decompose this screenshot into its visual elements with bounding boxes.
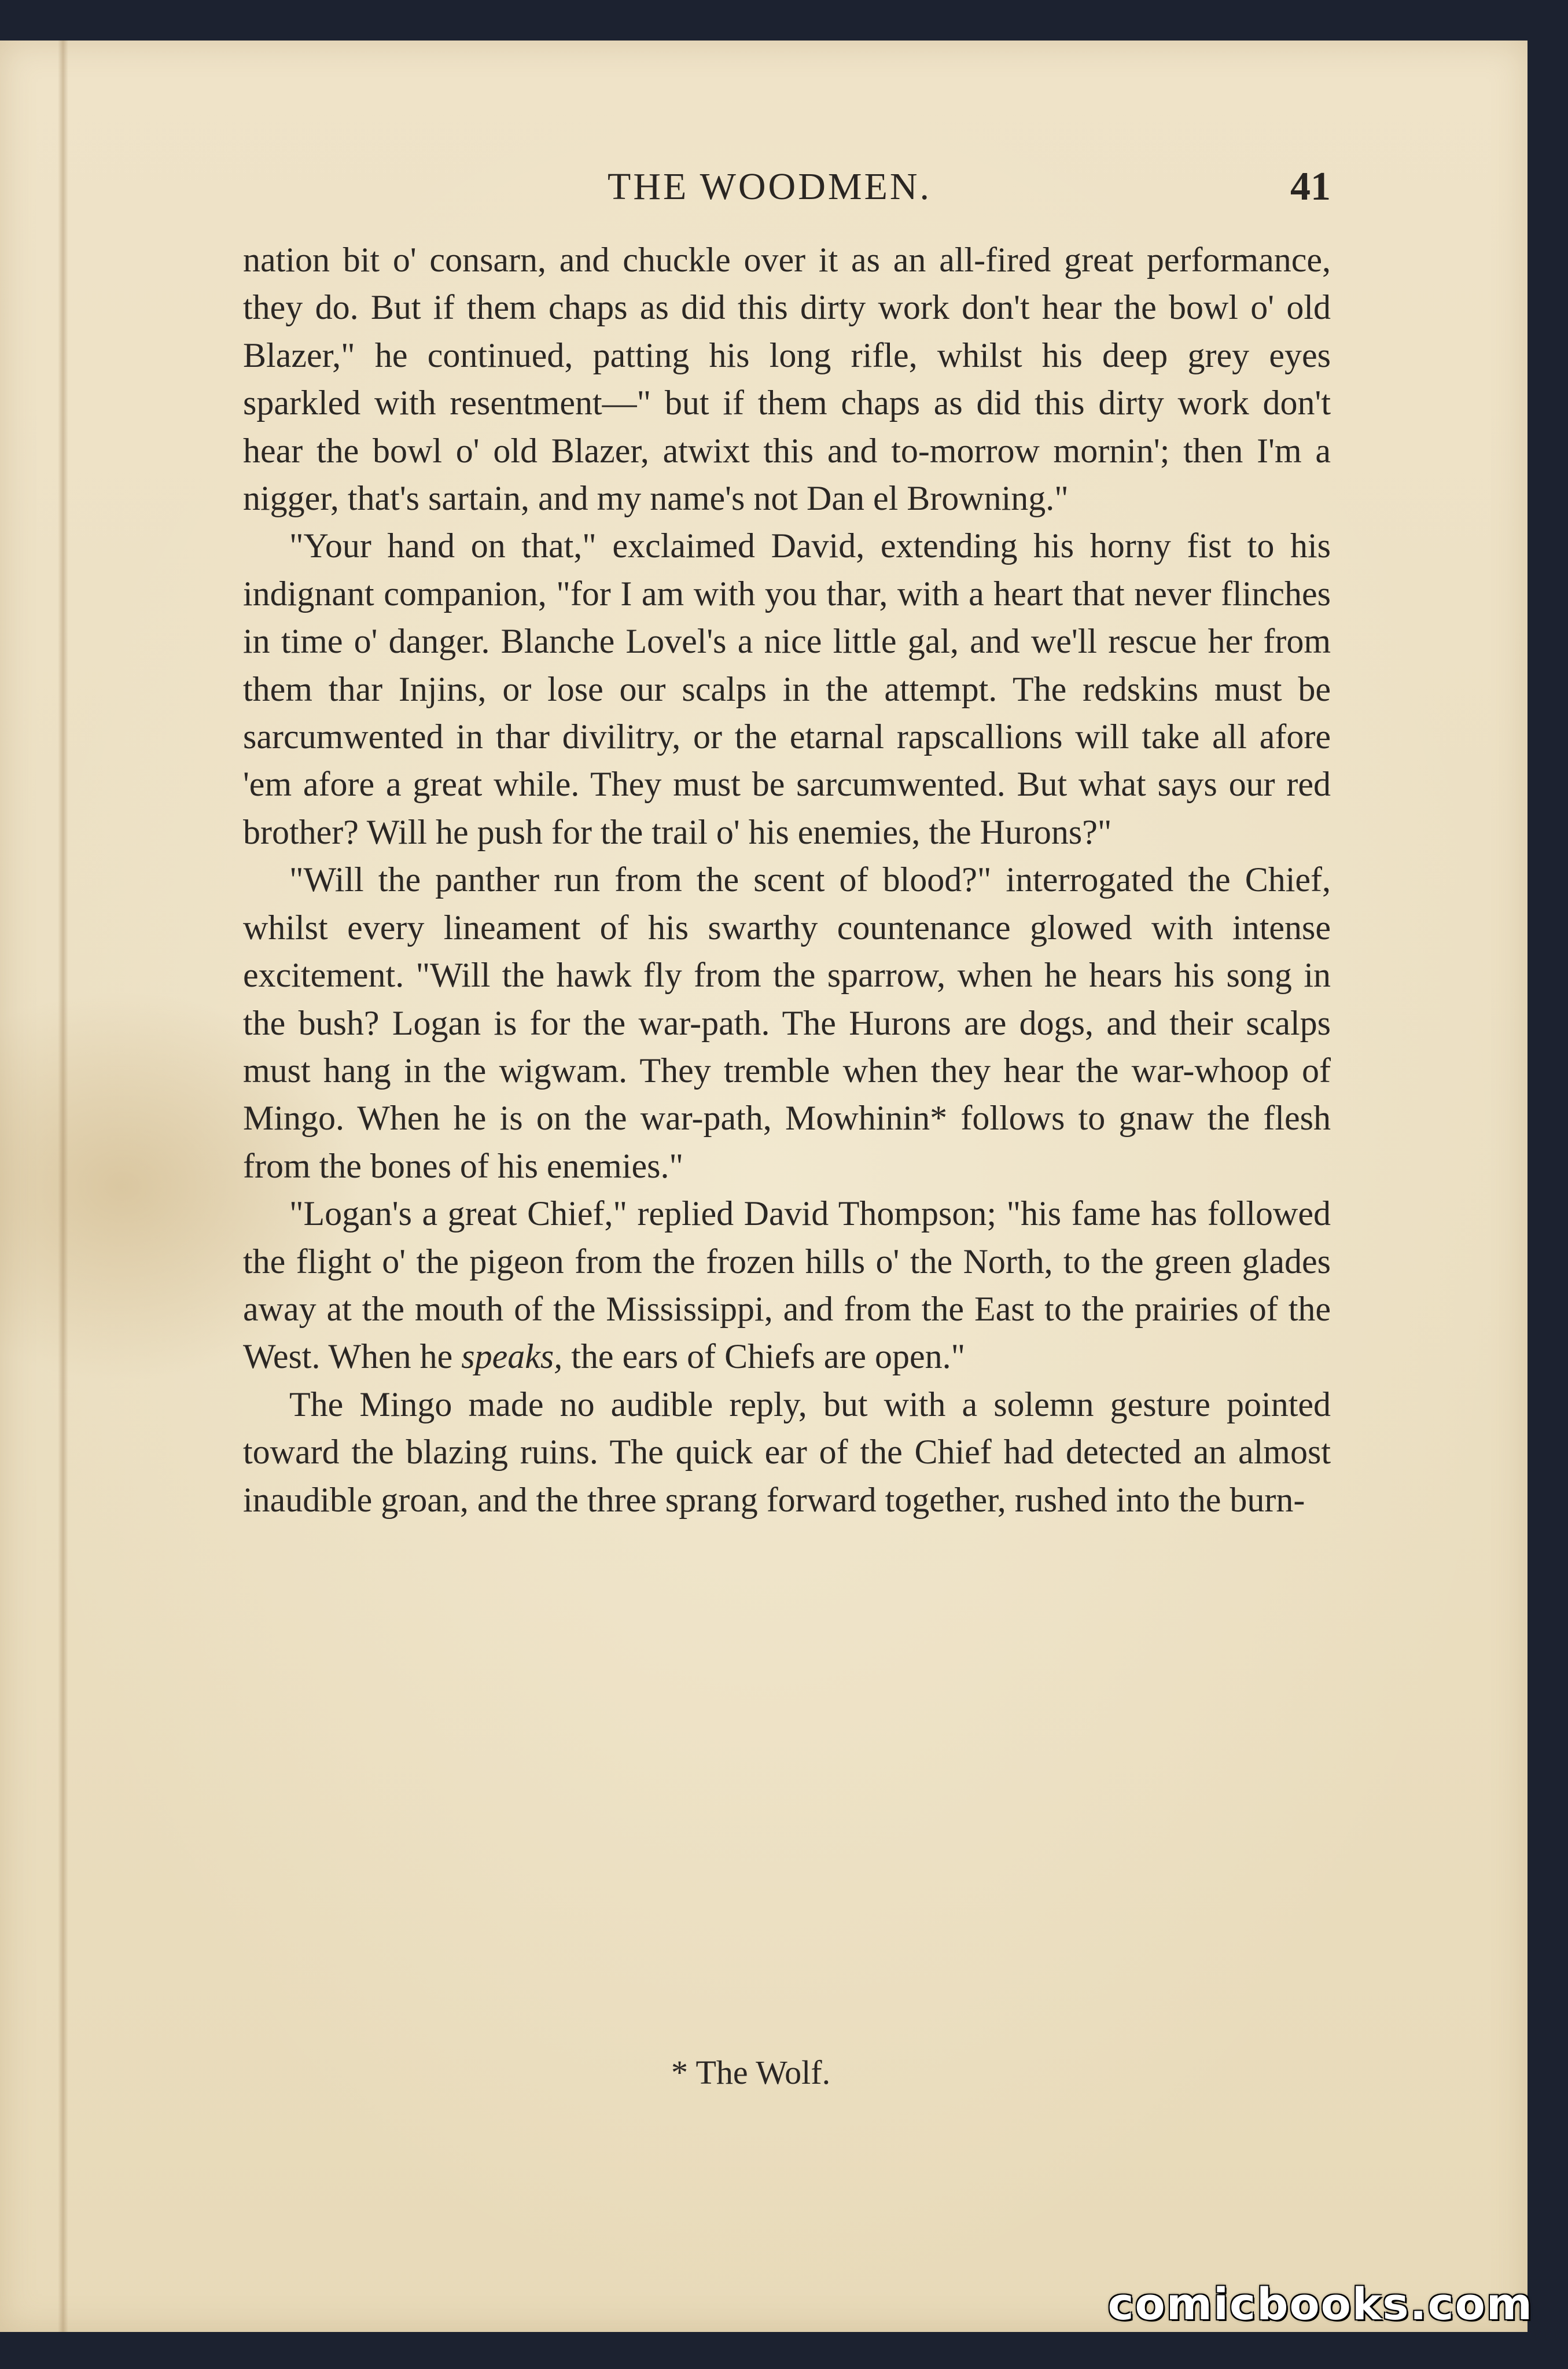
italic-word-speaks: speaks, xyxy=(461,1337,563,1376)
paragraph-5: The Mingo made no audible reply, but with a solemn gesture pointed toward the blazing ruins. The quick ear of the Chief had detected an almost inaudible groan, and the three sprang forward together, rushed into the burn- xyxy=(243,1385,1331,1519)
running-header xyxy=(243,165,1331,223)
running-title: THE WOODMEN. xyxy=(608,165,932,208)
site-watermark: comicbooks.com xyxy=(1107,2278,1533,2330)
paragraph-3: "Will the panther run from the scent of blood?" interrogated the Chief, whilst every lineament of his swarthy countenance glowed with intense excitement. "Will the hawk fly from the sparrow, when he hears his song in the bush? Logan is for the war-path. The Hurons are dogs, and their scalps must hang in the wigwam. They tremble when they hear the war-whoop of Mingo. When he is on the war-path, Mowhinin* follows to gnaw the flesh from the bones of his enemies." xyxy=(243,860,1331,1185)
page-gutter-shadow xyxy=(58,41,68,2332)
footnote: * The Wolf. xyxy=(671,2054,831,2091)
paragraph-2: "Your hand on that," exclaimed David, extending his horny fist to his indignant companion, "for I am with you thar, with a heart that never flinches in time o' danger. Blanche Lovel's a nice little gal, and we'll rescue her from them thar Injins, or lose our scalps in the attempt. The redskins must be sarcumwented in thar divilitry, or the etarnal rapscallions will take all afore 'em afore a great while. They must be sarcumwented. But what says our red brother? Will he push for the trail o' his enemies, the Hurons?" xyxy=(243,527,1331,851)
paragraph-4-end: the ears of Chiefs are open." xyxy=(571,1337,966,1376)
body-text xyxy=(243,236,1331,1524)
paragraph-1: nation bit o' consarn, and chuckle over it as an all-fired great performance, they do. But if them chaps as did this dirty work don't hear the bowl o' old Blazer," he continued, patting his long rifle, whilst his deep grey eyes sparkled with resentment—" but if them chaps as did this dirty work don't hear the bowl o' old Blazer, atwixt this and to-morrow mornin'; then I'm a nigger, that's sartain, and my name's not Dan el Browning." xyxy=(243,241,1331,518)
paragraph-4-text: "Logan's a great Chief," replied David Thompson; "his fame has followed the flight o' the pigeon from the frozen hills o' the North, to the green glades away at the mouth of the Mississippi, and from the East to the prairies of the West. When he xyxy=(243,1194,1331,1376)
paragraph-4 xyxy=(243,1190,1331,1381)
page-number: 41 xyxy=(1290,164,1331,209)
